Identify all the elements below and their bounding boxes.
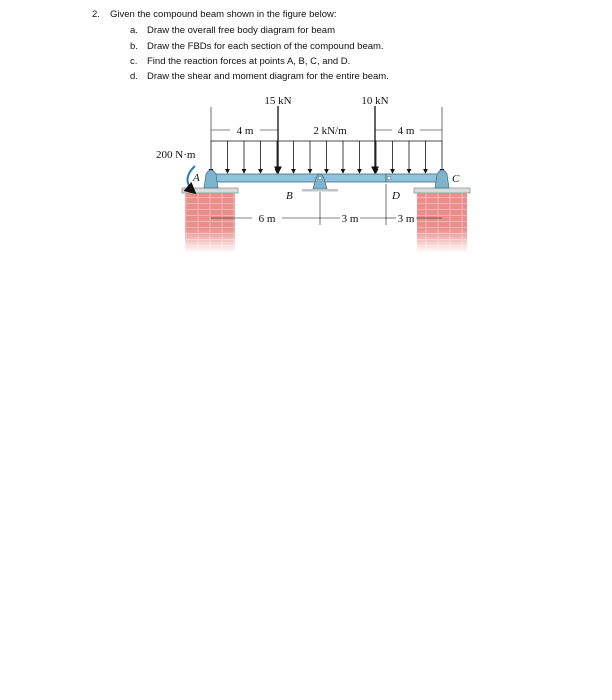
load-15kn-label: 15 kN [264,95,292,107]
problem-intro: Given the compound beam shown in the figure below: [110,9,337,20]
hinge-d [387,176,391,180]
left-pier [182,188,238,253]
right-pier [414,188,470,253]
item-marker: b. [130,41,138,52]
problem-number: 2. [92,9,100,20]
dim-top-right: 4 m [397,125,415,137]
item-text: Draw the FBDs for each section of the compound beam. [147,41,384,52]
distributed-load [211,107,442,173]
item-marker: d. [130,71,138,82]
point-d-label: D [392,190,400,202]
item-text: Draw the shear and moment diagram for the entire beam. [147,71,389,82]
beam-dc [386,174,442,182]
dist-load-label: 2 kN/m [313,125,347,137]
point-a-label: A [193,172,200,184]
point-b-label: B [286,190,293,202]
dim-bottom-dc: 3 m [397,213,415,225]
item-marker: a. [130,25,138,36]
pin-support-c [435,170,449,188]
point-c-label: C [452,173,460,185]
beam-ab [211,174,386,182]
load-10kn-label: 10 kN [361,95,389,107]
pin-support-a [204,170,218,188]
item-text: Draw the overall free body diagram for beam [147,25,335,36]
dim-bottom-ab: 6 m [258,213,276,225]
item-text: Find the reaction forces at points A, B, C, and D. [147,56,351,67]
item-marker: c. [130,56,138,67]
moment-label: 200 N·m [156,149,196,161]
dim-bottom-bd: 3 m [341,213,359,225]
dim-top-left: 4 m [236,125,254,137]
